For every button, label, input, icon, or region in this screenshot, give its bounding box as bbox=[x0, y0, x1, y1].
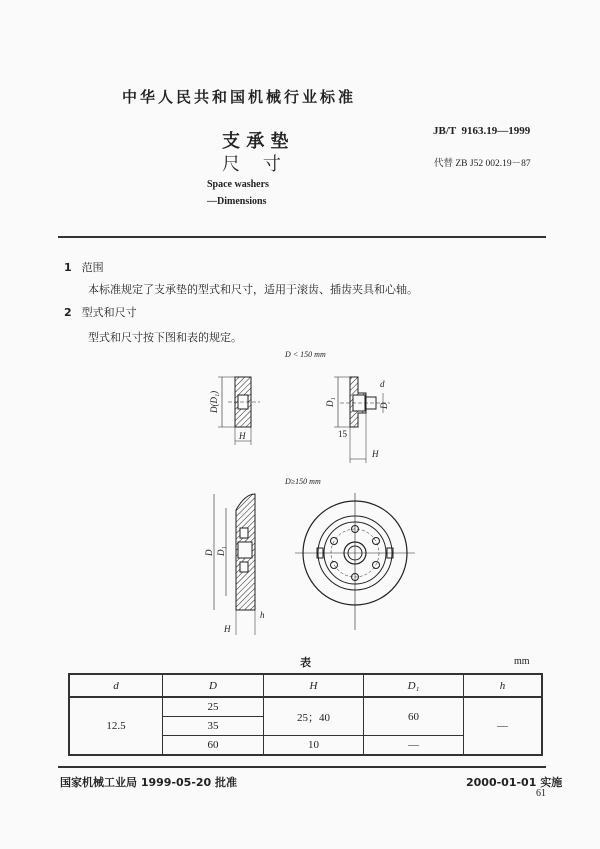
washer-section-right bbox=[325, 377, 390, 463]
title-cn-line1: 支 承 垫 bbox=[222, 131, 289, 152]
label-D1: D₁ bbox=[216, 546, 226, 556]
cell-h: — bbox=[464, 697, 543, 755]
header-d: d bbox=[69, 674, 163, 697]
washer-top-view bbox=[295, 493, 415, 630]
replaces-note: 代替 ZB J52 002.19－87 bbox=[434, 159, 531, 169]
cell-D: 25 bbox=[163, 697, 264, 717]
table-unit: mm bbox=[514, 656, 530, 667]
header-D: D bbox=[163, 674, 264, 697]
section-2-heading bbox=[64, 304, 137, 320]
header-H: H bbox=[264, 674, 364, 697]
cell-D: 35 bbox=[163, 717, 264, 736]
header-h: h bbox=[464, 674, 543, 697]
label-h: h bbox=[260, 610, 265, 620]
caption-large-washer: D≥150 mm bbox=[285, 477, 321, 486]
caption-small-washer: D < 150 mm bbox=[285, 350, 326, 359]
section-1-text: 本标准规定了支承垫的型式和尺寸，适用于滚齿、插齿夹具和心轴。 bbox=[88, 283, 418, 296]
standard-number: JB/T 9163.19—1999 bbox=[433, 125, 531, 137]
header-D1: D₁ bbox=[364, 674, 464, 697]
label-H: H bbox=[372, 449, 379, 459]
dimensions-table bbox=[68, 673, 543, 756]
table-row bbox=[69, 697, 542, 717]
cell-D: 60 bbox=[163, 736, 264, 756]
label-d: d bbox=[380, 379, 385, 389]
cell-D1: 60 bbox=[364, 697, 464, 736]
label-15: 15 bbox=[338, 429, 347, 439]
washer-section-left bbox=[209, 377, 260, 445]
label-H: H bbox=[224, 624, 231, 634]
standard-body: 中华人民共和国机械行业标准 bbox=[122, 88, 357, 106]
header-divider bbox=[58, 236, 546, 238]
label-D-D1: D(D₁) bbox=[209, 390, 219, 413]
table-header-row bbox=[69, 674, 542, 697]
table-title: 表 bbox=[300, 656, 311, 669]
approval-note: 国家机械工业局 1999-05-20 批准 bbox=[60, 776, 238, 789]
effective-date: 2000-01-01 实施 bbox=[466, 776, 563, 789]
washer-section-large bbox=[204, 494, 265, 635]
label-H: H bbox=[239, 431, 246, 441]
cell-d: 12.5 bbox=[69, 697, 163, 755]
drawing-small-washers bbox=[200, 365, 420, 465]
cell-H: 25；40 bbox=[264, 697, 364, 736]
section-title: 范围 bbox=[81, 261, 104, 274]
cell-D1: — bbox=[364, 736, 464, 756]
title-en-line2: —Dimensions bbox=[207, 196, 267, 207]
section-number: 2 bbox=[64, 306, 72, 319]
title-cn-line2: 尺 寸 bbox=[222, 154, 281, 175]
label-D: D bbox=[204, 549, 214, 556]
section-2-text: 型式和尺寸按下图和表的规定。 bbox=[88, 331, 242, 344]
cell-H: 10 bbox=[264, 736, 364, 756]
label-D1: D₁ bbox=[325, 397, 335, 407]
page-number: 61 bbox=[536, 788, 546, 799]
label-D: D bbox=[379, 402, 389, 409]
title-en-line1: Space washers bbox=[207, 179, 269, 190]
section-1-heading bbox=[64, 259, 104, 275]
footer-divider bbox=[58, 766, 546, 768]
drawing-large-washer bbox=[200, 490, 420, 635]
section-title: 型式和尺寸 bbox=[81, 306, 137, 319]
section-number: 1 bbox=[64, 261, 72, 274]
